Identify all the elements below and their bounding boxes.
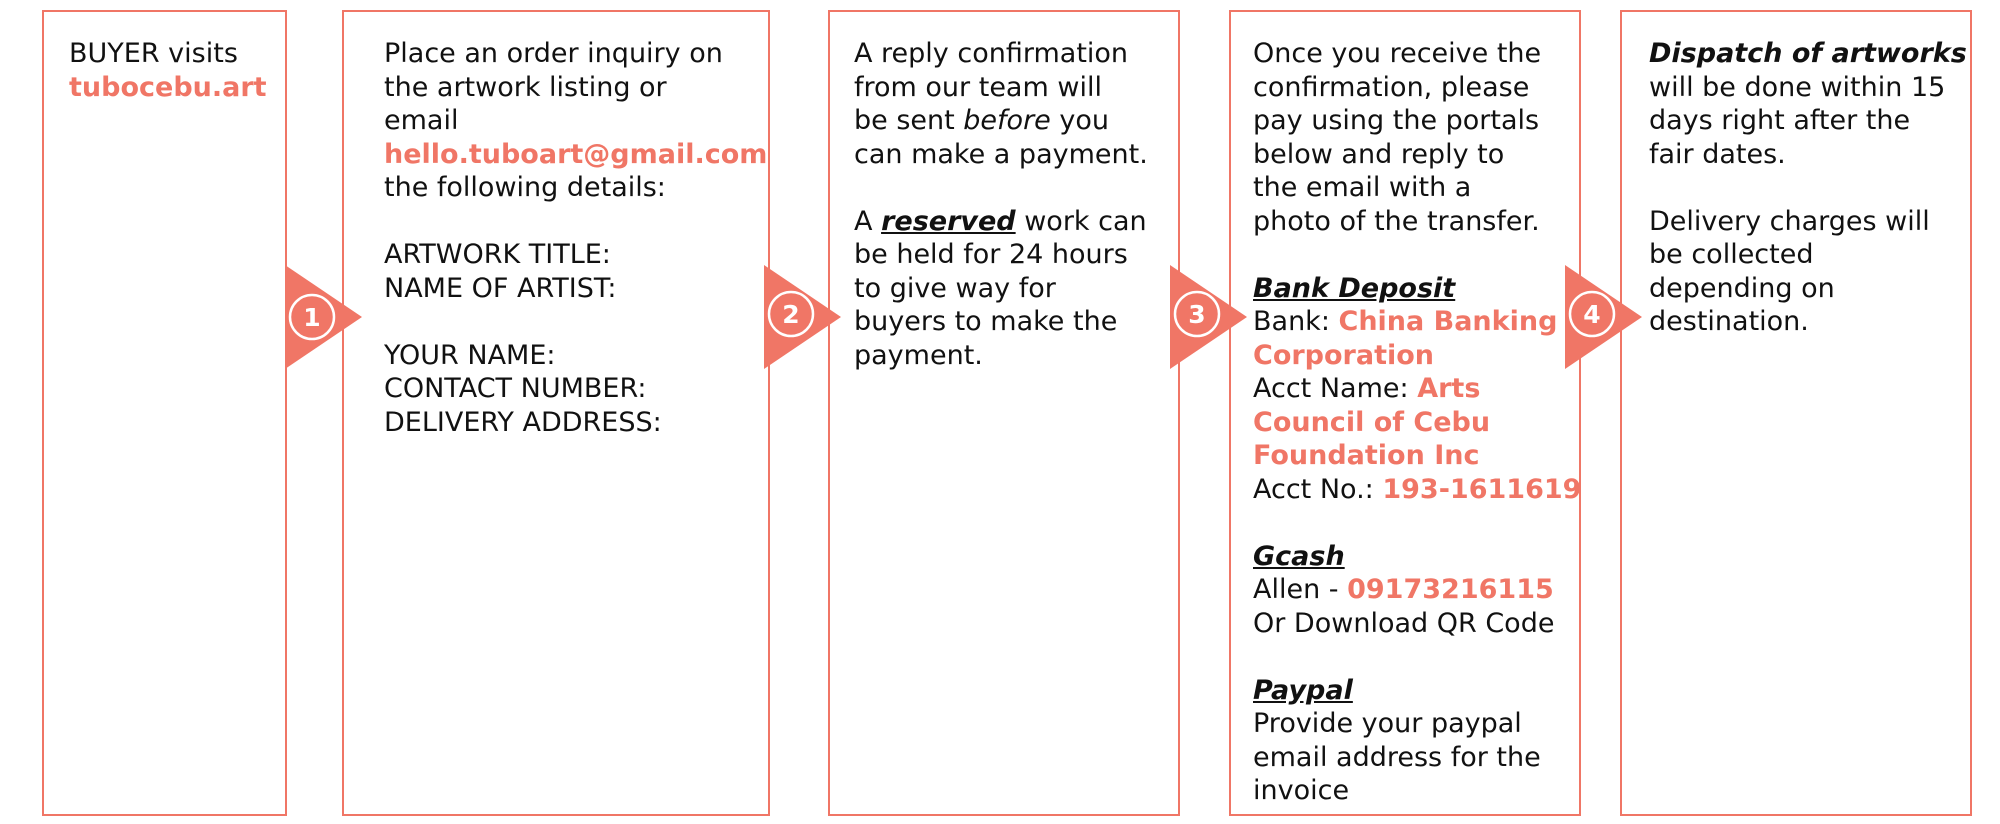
- step-2-line: the following details:: [384, 172, 666, 203]
- step-number-4: 4: [1583, 300, 1601, 329]
- step-3-line: to give way for: [854, 272, 1056, 304]
- step-2-line: email: [384, 105, 459, 136]
- step-arrow-2: [764, 265, 844, 369]
- email-link[interactable]: hello.tuboart@gmail.com: [384, 138, 768, 170]
- paypal-line: Provide your paypal: [1253, 708, 1522, 739]
- paypal-line: email address for the: [1253, 741, 1541, 773]
- dispatch-heading: Dispatch of artworks: [1649, 38, 1967, 69]
- step-5-line: days right after the: [1649, 105, 1911, 136]
- step-5-text: [1649, 37, 1967, 339]
- step-3-line: be held for 24 hours: [854, 239, 1128, 270]
- step-5-line: Delivery charges will: [1649, 205, 1930, 237]
- step-number-3: 3: [1188, 300, 1206, 329]
- bank-line: Bank: China Banking: [1253, 306, 1558, 337]
- gcash-qr-line: Or Download QR Code: [1253, 607, 1555, 639]
- step-3-line: be sent before you: [854, 105, 1109, 136]
- field-label-your-name: YOUR NAME:: [384, 339, 556, 371]
- step-arrow-3: [1170, 265, 1250, 369]
- gcash-heading: Gcash: [1253, 540, 1345, 572]
- step-5-line: destination.: [1649, 306, 1809, 337]
- step-4-line: confirmation, please: [1253, 71, 1530, 103]
- step-5-line: be collected: [1649, 239, 1814, 270]
- step-5-line: will be done within 15: [1649, 71, 1946, 103]
- step-3-line: A reply confirmation: [854, 38, 1129, 69]
- step-2-line: the artwork listing or: [384, 71, 667, 103]
- step-3-line: A reserved work can: [854, 205, 1147, 237]
- step-arrow-4: [1565, 265, 1645, 369]
- field-label-contact-number: CONTACT NUMBER:: [384, 373, 647, 404]
- step-number-2: 2: [782, 300, 800, 329]
- field-label-artwork-title: ARTWORK TITLE:: [384, 239, 611, 270]
- step-2-line: Place an order inquiry on: [384, 38, 723, 69]
- field-label-delivery-address: DELIVERY ADDRESS:: [384, 406, 662, 438]
- step-5-line: depending on: [1649, 272, 1835, 304]
- step-4-line: pay using the portals: [1253, 105, 1540, 136]
- step-1-line: BUYER visits: [69, 38, 238, 69]
- step-3-line: buyers to make the: [854, 306, 1118, 337]
- acct-name-line: Acct Name: Arts: [1253, 373, 1481, 404]
- bank-line: Corporation: [1253, 339, 1435, 371]
- step-3-line: payment.: [854, 339, 983, 371]
- gcash-line: Allen - 09173216115: [1253, 574, 1554, 605]
- step-3-line: from our team will: [854, 71, 1102, 103]
- step-3-line: can make a payment.: [854, 138, 1148, 170]
- step-4-text: [1253, 37, 1581, 808]
- step-4-line: photo of the transfer.: [1253, 205, 1540, 237]
- field-label-artist-name: NAME OF ARTIST:: [384, 272, 617, 304]
- acct-name-line: Council of Cebu: [1253, 406, 1491, 438]
- step-number-1: 1: [303, 303, 321, 332]
- step-5-line: fair dates.: [1649, 138, 1786, 170]
- acct-name-line: Foundation Inc: [1253, 440, 1480, 471]
- step-4-line: the email with a: [1253, 172, 1472, 203]
- step-1-text: [69, 37, 267, 104]
- step-4-line: below and reply to: [1253, 138, 1505, 170]
- paypal-line: invoice: [1253, 775, 1350, 806]
- step-1-panel: [42, 10, 287, 816]
- website-link[interactable]: tubocebu.art: [69, 71, 267, 103]
- bank-deposit-heading: Bank Deposit: [1253, 272, 1456, 304]
- step-3-text: [854, 37, 1148, 372]
- step-4-line: Once you receive the: [1253, 38, 1542, 69]
- paypal-heading: Paypal: [1253, 674, 1353, 706]
- step-2-text: [384, 37, 767, 439]
- acct-no-line: Acct No.: 193-1611619: [1253, 473, 1582, 505]
- step-arrow-1: [285, 265, 365, 369]
